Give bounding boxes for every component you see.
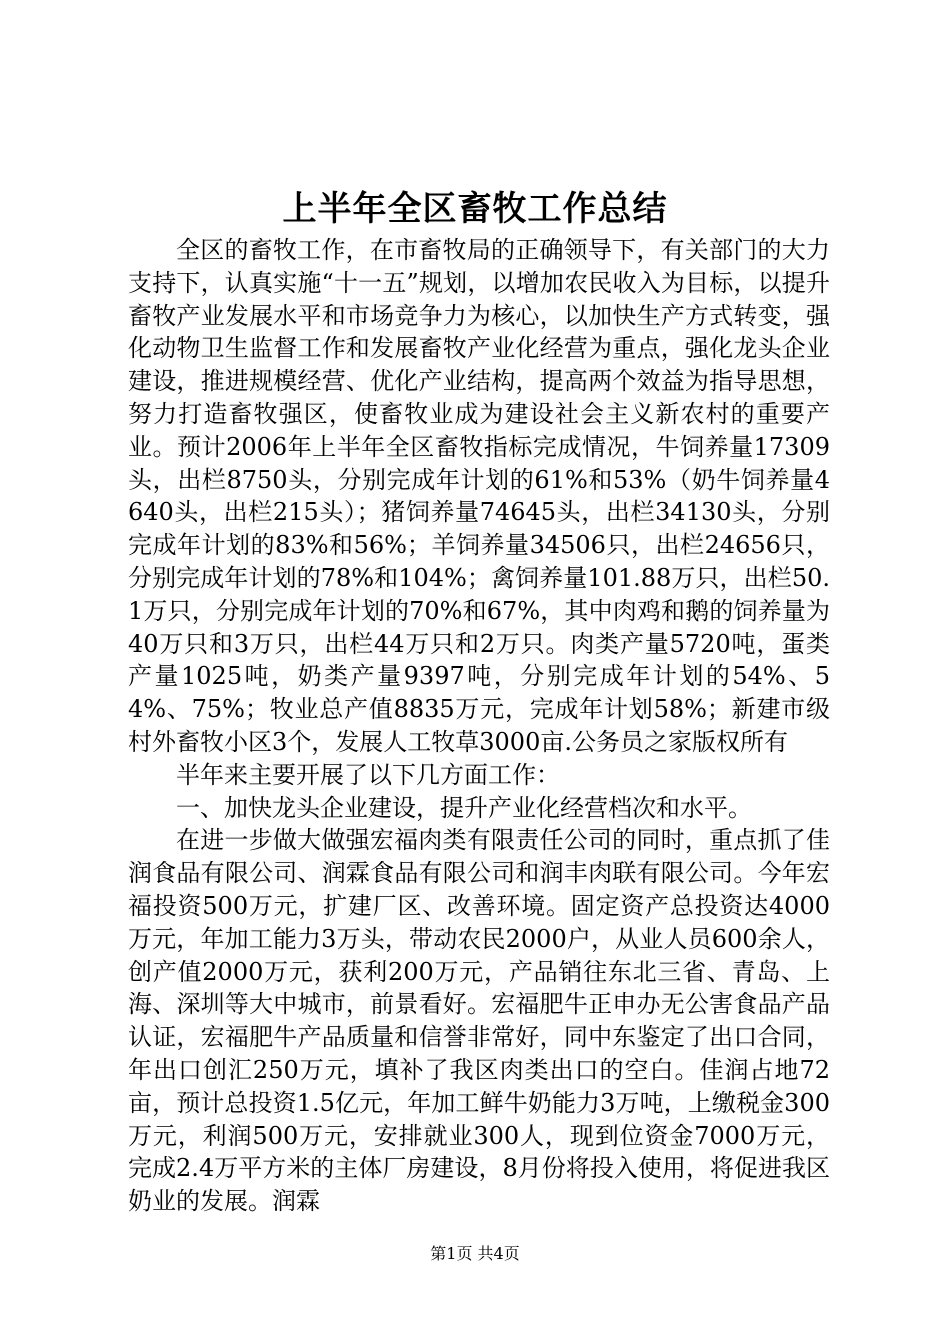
paragraph-enterprises: 在进一步做大做强宏福肉类有限责任公司的同时，重点抓了佳润食品有限公司、润霖食品有限公司和润丰肉联有限公司。今年宏福投资500万元，扩建厂区、改善环境。固定资产总投资达4000万元，年加工能力3万头，带动农民2000户，从业人员600余人，创产值2000万元，获利200万元，产品销往东北三省、青岛、上海、深圳等大中城市，前景看好。宏福肥牛正申办无公害食品产品认证，宏福肥牛产品质量和信誉非常好，同中东鉴定了出口合同，年出口创汇250万元，填补了我区肉类出口的空白。佳润占地72亩，预计总投资1.5亿元，年加工鲜牛奶能力3万吨，上缴税金300万元，利润500万元，安排就业300人，现到位资金7000万元，完成2.4万平方米的主体厂房建设，8月份将投入使用，将促进我区奶业的发展。润霖 — [128, 826, 830, 1216]
section-heading-1: 一、加快龙头企业建设，提升产业化经营档次和水平。 — [176, 793, 752, 822]
document-title: 上半年全区畜牧工作总结 — [282, 189, 668, 229]
document-body — [128, 234, 830, 1218]
paragraph-summary: 全区的畜牧工作，在市畜牧局的正确领导下，有关部门的大力支持下，认真实施“十一五”规划，以增加农民收入为目标，以提升畜牧产业发展水平和市场竞争力为核心，以加快生产方式转变，强化动物卫生监督工作和发展畜牧产业化经营为重点，强化龙头企业建设，推进规模经营、优化产业结构，提高两个效益为指导思想，努力打造畜牧强区，使畜牧业成为建设社会主义新农村的重要产业。预计2006年上半年全区畜牧指标完成情况，牛饲养量17309头，出栏8750头，分别完成年计划的61%和53%（奶牛饲养量4640头，出栏215头）；猪饲养量74645头，出栏34130头，分别完成年计划的83%和56%；羊饲养量34506只，出栏24656只，分别完成年计划的78%和104%；禽饲养量101.88万只，出栏50.1万只，分别完成年计划的70%和67%，其中肉鸡和鹅的饲养量为40万只和3万只，出栏44万只和2万只。肉类产量5720吨，蛋类产量1025吨，奶类产量9397吨，分别完成年计划的54%、54%、75%；牧业总产值8835万元，完成年计划58%；新建市级村外畜牧小区3个，发展人工牧草3000亩.公务员之家版权所有 — [128, 236, 830, 756]
page-footer: 第1页 共4页 — [430, 1244, 520, 1263]
paragraph-intro-work: 半年来主要开展了以下几方面工作： — [176, 760, 560, 789]
